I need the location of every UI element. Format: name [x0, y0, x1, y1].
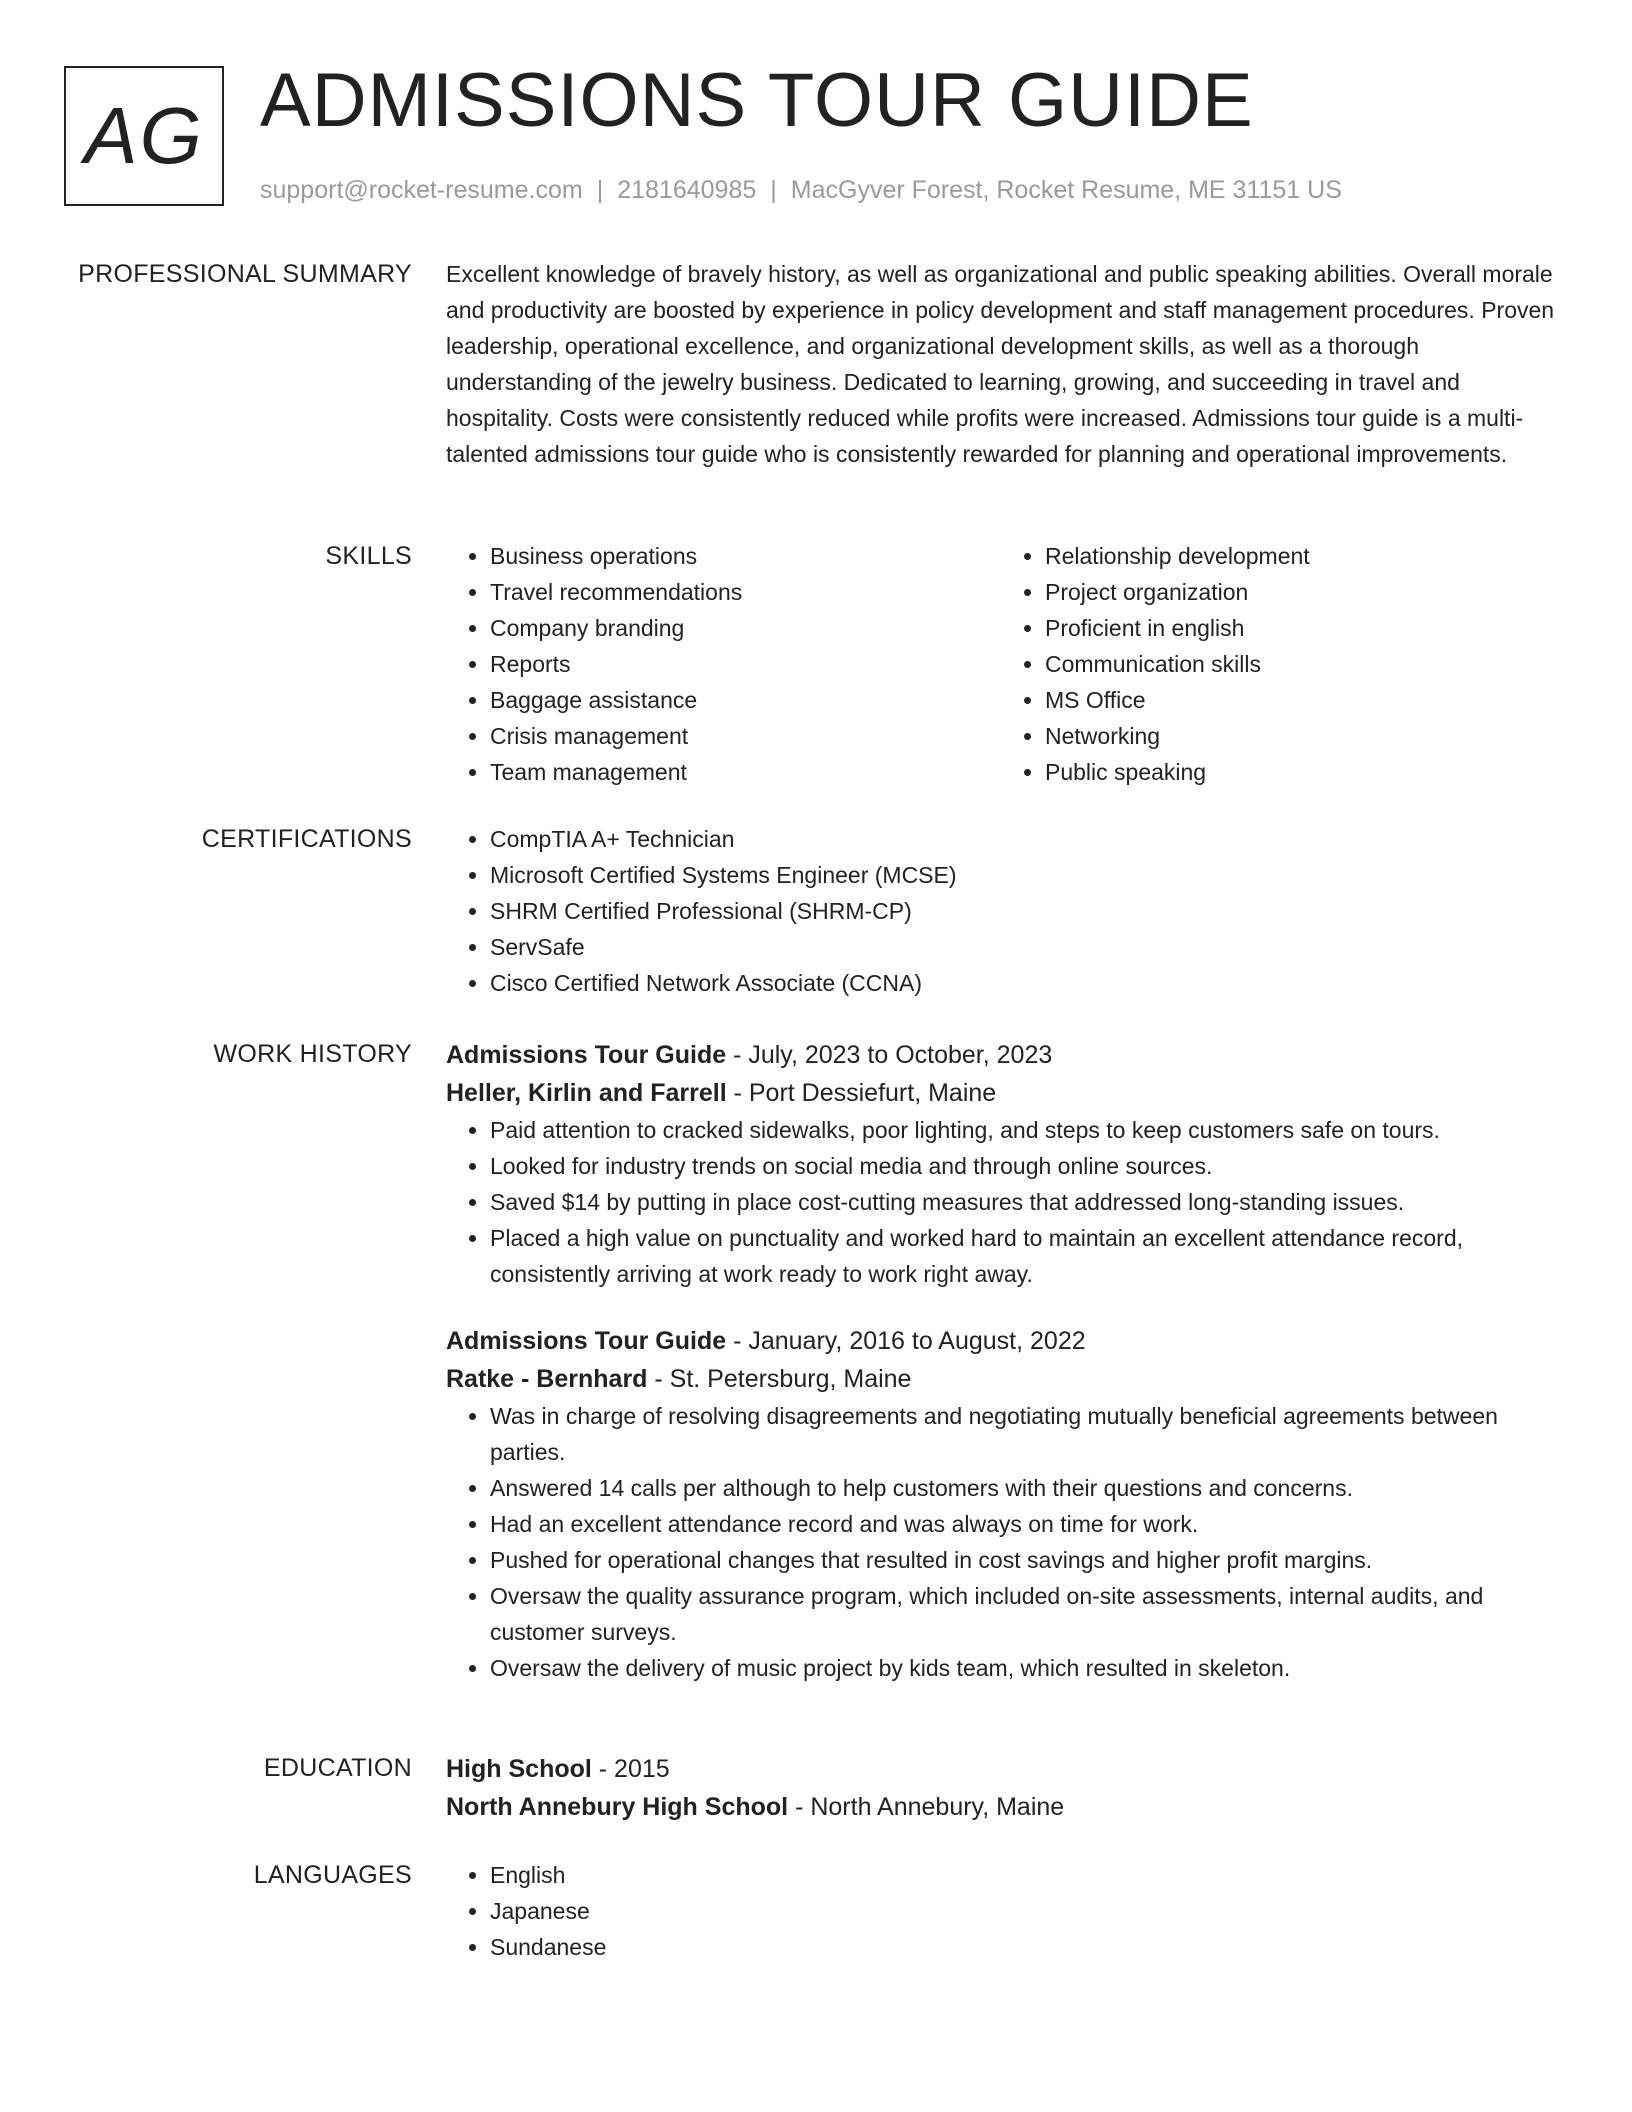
list-item: • Crisis management — [490, 718, 1001, 754]
list-item: • Communication skills — [1045, 646, 1556, 682]
certifications-list — [446, 821, 1556, 1001]
list-item: • Paid attention to cracked sidewalks, poor lighting, and steps to keep customers safe on tours. — [490, 1112, 1556, 1148]
list-item: • Business operations — [490, 538, 1001, 574]
job-bullets — [446, 1398, 1556, 1686]
list-item: • Sundanese — [490, 1929, 1556, 1965]
list-item: • Had an excellent attendance record and was always on time for work. — [490, 1506, 1556, 1542]
job-dates: - July, 2023 to October, 2023 — [726, 1041, 1053, 1069]
list-item: • Travel recommendations — [490, 574, 1001, 610]
job-title-line — [446, 1036, 1556, 1074]
section-label: PROFESSIONAL SUMMARY — [78, 260, 412, 288]
list-item: • Japanese — [490, 1893, 1556, 1929]
list-item: • Microsoft Certified Systems Engineer (MCSE) — [490, 857, 1556, 893]
list-item: • Public speaking — [1045, 754, 1556, 790]
list-item: • Company branding — [490, 610, 1001, 646]
job-location: - Port Dessiefurt, Maine — [726, 1079, 997, 1107]
list-item: • Baggage assistance — [490, 682, 1001, 718]
section-label: WORK HISTORY — [213, 1040, 412, 1068]
job-title-line — [446, 1322, 1556, 1360]
list-item: • Answered 14 calls per although to help customers with their questions and concerns. — [490, 1470, 1556, 1506]
skills-list-left — [446, 538, 1001, 790]
list-item: • Proficient in english — [1045, 610, 1556, 646]
list-item: • English — [490, 1857, 1556, 1893]
page-title: ADMISSIONS TOUR GUIDE — [260, 58, 1254, 143]
list-item: • Saved $14 by putting in place cost-cutting measures that addressed long-standing issues. — [490, 1184, 1556, 1220]
section-label: LANGUAGES — [253, 1861, 412, 1889]
monogram: AG — [64, 66, 224, 206]
section-label: EDUCATION — [263, 1754, 412, 1782]
languages-list — [446, 1857, 1556, 1965]
list-item: • Networking — [1045, 718, 1556, 754]
list-item: • Oversaw the quality assurance program, which included on-site assessments, internal audits, and customer surveys. — [490, 1578, 1556, 1650]
summary-text: Excellent knowledge of bravely history, as well as organizational and public speaking abilities. Overall morale and productivity are boosted by experience in policy development and staff management procedures. Proven leadership, operational excellence, and organizational development skills, as well as a thorough understanding of the jewelry business. Dedicated to learning, growing, and succeeding in travel and hospitality. Costs were consistently reduced while profits were increased. Admissions tour guide is a multi-talented admissions tour guide who is consistently rewarded for planning and operational improvements. — [446, 261, 1555, 467]
education-degree: High School — [446, 1755, 592, 1783]
job-company: Ratke - Bernhard — [446, 1365, 648, 1393]
job-company-line — [446, 1360, 1556, 1398]
education-school-line — [446, 1788, 1556, 1826]
list-item: • Looked for industry trends on social media and through online sources. — [490, 1148, 1556, 1184]
email: support@rocket-resume.com — [260, 176, 583, 204]
list-item: • Cisco Certified Network Associate (CCNA) — [490, 965, 1556, 1001]
education-year: - 2015 — [591, 1755, 670, 1783]
job-company: Heller, Kirlin and Farrell — [446, 1079, 727, 1107]
job-title: Admissions Tour Guide — [446, 1041, 727, 1069]
phone: 2181640985 — [617, 176, 757, 204]
job-entry — [446, 1322, 1556, 1686]
list-item: • SHRM Certified Professional (SHRM-CP) — [490, 893, 1556, 929]
section-label: CERTIFICATIONS — [201, 825, 412, 853]
job-title: Admissions Tour Guide — [446, 1327, 727, 1355]
job-entry — [446, 1036, 1556, 1292]
list-item: • ServSafe — [490, 929, 1556, 965]
list-item: • Project organization — [1045, 574, 1556, 610]
education-location: - North Annebury, Maine — [788, 1793, 1065, 1821]
separator: | — [770, 176, 777, 204]
job-company-line — [446, 1074, 1556, 1112]
job-bullets — [446, 1112, 1556, 1292]
list-item: • Oversaw the delivery of music project by kids team, which resulted in skeleton. — [490, 1650, 1556, 1686]
list-item: • MS Office — [1045, 682, 1556, 718]
education-school: North Annebury High School — [446, 1793, 789, 1821]
list-item: • CompTIA A+ Technician — [490, 821, 1556, 857]
list-item: • Placed a high value on punctuality and worked hard to maintain an excellent attendance record, consistently arriving at work ready to work right away. — [490, 1220, 1556, 1292]
skills-list-right — [1001, 538, 1556, 790]
section-label: SKILLS — [325, 542, 412, 570]
list-item: • Relationship development — [1045, 538, 1556, 574]
separator: | — [596, 176, 604, 204]
address: MacGyver Forest, Rocket Resume, ME 31151 US — [790, 176, 1342, 204]
list-item: • Was in charge of resolving disagreements and negotiating mutually beneficial agreements between parties. — [490, 1398, 1556, 1470]
list-item: • Team management — [490, 754, 1001, 790]
list-item: • Reports — [490, 646, 1001, 682]
job-dates: - January, 2016 to August, 2022 — [726, 1327, 1086, 1355]
list-item: • Pushed for operational changes that resulted in cost savings and higher profit margins. — [490, 1542, 1556, 1578]
education-degree-line — [446, 1750, 1556, 1788]
contact-line — [260, 172, 1342, 208]
job-location: - St. Petersburg, Maine — [647, 1365, 912, 1393]
